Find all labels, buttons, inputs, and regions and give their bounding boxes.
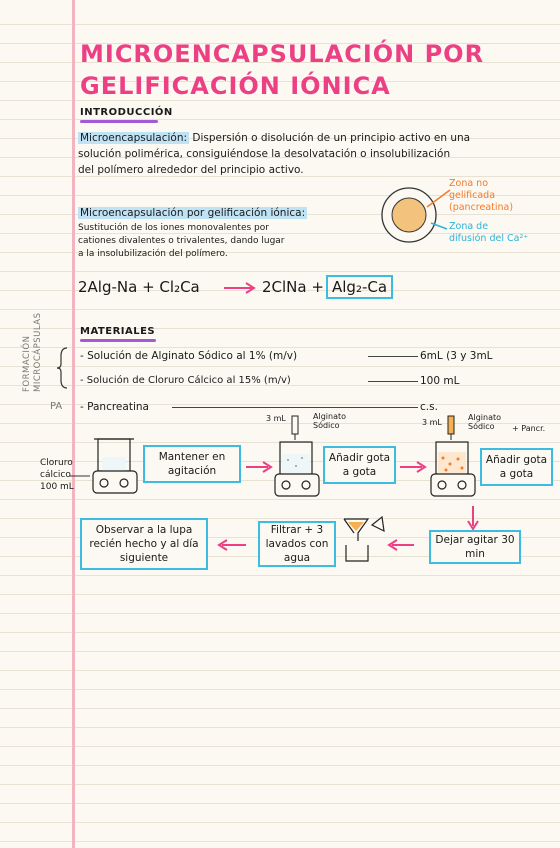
magnetic-stirrer-2 [272,414,322,500]
reaction-arrow [222,281,258,295]
arrow-step1-step2 [244,460,274,474]
title-line-2: GELIFICACIÓN IÓNICA [80,72,391,100]
material-qty-3: c.s. [420,401,438,413]
term-microencapsulacion: Microencapsulación: [80,132,188,144]
side-label-formacion [22,312,44,392]
intro-heading: INTRODUCCIÓN [80,107,173,118]
term-gelificacion-ionica: Microencapsulación por gelificación iónica: [80,207,306,219]
arrow-step4-step5 [386,538,416,552]
core-label [449,178,513,214]
side-label-2: MICROCÁPSULAS [33,312,43,392]
step-anadir-gota-1: Añadir gota a gota [323,446,396,484]
materials-heading: MATERIALES [80,326,156,337]
step3-syringe-vol: 3 mL [422,418,442,427]
step2-syringe-label-1: Alginato [313,412,346,421]
title-line-1: MICROENCAPSULACIÓN POR [80,40,485,68]
page-title [80,38,484,102]
def1-line3: del polímero alrededor del principio activo. [78,164,304,176]
material-line-2 [368,381,418,382]
step-filtrar-lavados: Filtrar + 3 lavados con agua [258,521,336,567]
magnetic-stirrer-3 [428,414,478,500]
cloruro-arrow [70,470,94,482]
step-anadir-gota-2: Añadir gota a gota [480,448,553,486]
step3-syringe-label-1: Alginato [468,413,501,422]
core-label-3: (pancreatina) [449,202,514,213]
cloruro-label-1: Cloruro [40,458,73,468]
material-item-1: - Solución de Alginato Sódico al 1% (m/v) [80,350,298,362]
core-label-1: Zona no [449,178,489,189]
intro-heading-underline [80,120,158,123]
step3-syringe-label-2: Sódico [468,422,495,431]
material-qty-1: 6mL (3 y 3mL [420,350,493,362]
step3-syringe-extra: + Pancr. [512,424,546,433]
def2-line1: Sustitución de los iones monovalentes por [78,223,269,233]
def2-line3: a la insolubilización del polímero. [78,249,228,259]
core-label-2: gelificada [449,190,496,201]
gelificacion-text [78,222,368,261]
gelificacion-definition [78,205,378,221]
material-item-2: - Solución de Cloruro Cálcico al 15% (m/v) [80,375,291,386]
step2-syringe-vol: 3 mL [266,414,286,423]
step2-syringe-label-2: Sódico [313,421,340,430]
funnel-filter [338,515,390,565]
cloruro-label-2: cálcico [40,470,71,480]
materials-heading-underline [80,339,156,342]
side-label-1: FORMACIÓN [22,335,32,392]
shell-label-1: Zona de [449,221,489,232]
def2-line2: cationes divalentes o trivalentes, dando lugar [78,236,285,246]
step-mantener-agitacion: Mantener en agitación [143,445,241,483]
intro-definition [78,130,538,178]
cloruro-label [40,457,74,493]
reaction-equation-left: 2Alg-Na + Cl₂Ca [78,278,200,296]
material-line-3 [172,407,418,408]
arrow-step5-step6 [216,538,248,552]
cloruro-label-3: 100 mL [40,482,74,492]
margin-line [72,0,75,848]
def1-line1: Dispersión o disolución de un principio activo en una [189,132,471,144]
def1-line2: solución polimérica, consiguiéndose la desolvatación o insolubilización [78,148,451,160]
arrow-step3-step4 [466,504,480,532]
magnetic-stirrer-1 [90,435,140,497]
pa-label: PA [50,401,63,412]
materials-brace [56,346,70,390]
step-observar-lupa: Observar a la lupa recién hecho y al día siguiente [80,518,208,570]
material-line-1 [368,356,418,357]
arrow-step2-step3 [398,460,428,474]
reaction-product-box: Alg₂-Ca [326,275,393,299]
step-dejar-agitar: Dejar agitar 30 min [429,530,521,564]
material-item-3: - Pancreatina [80,401,149,413]
material-qty-2: 100 mL [420,375,460,387]
reaction-equation-right: 2ClNa + [262,278,324,296]
shell-label-2: difusión del Ca²⁺ [449,233,529,244]
capsule-core [392,198,426,232]
shell-label [449,221,528,245]
